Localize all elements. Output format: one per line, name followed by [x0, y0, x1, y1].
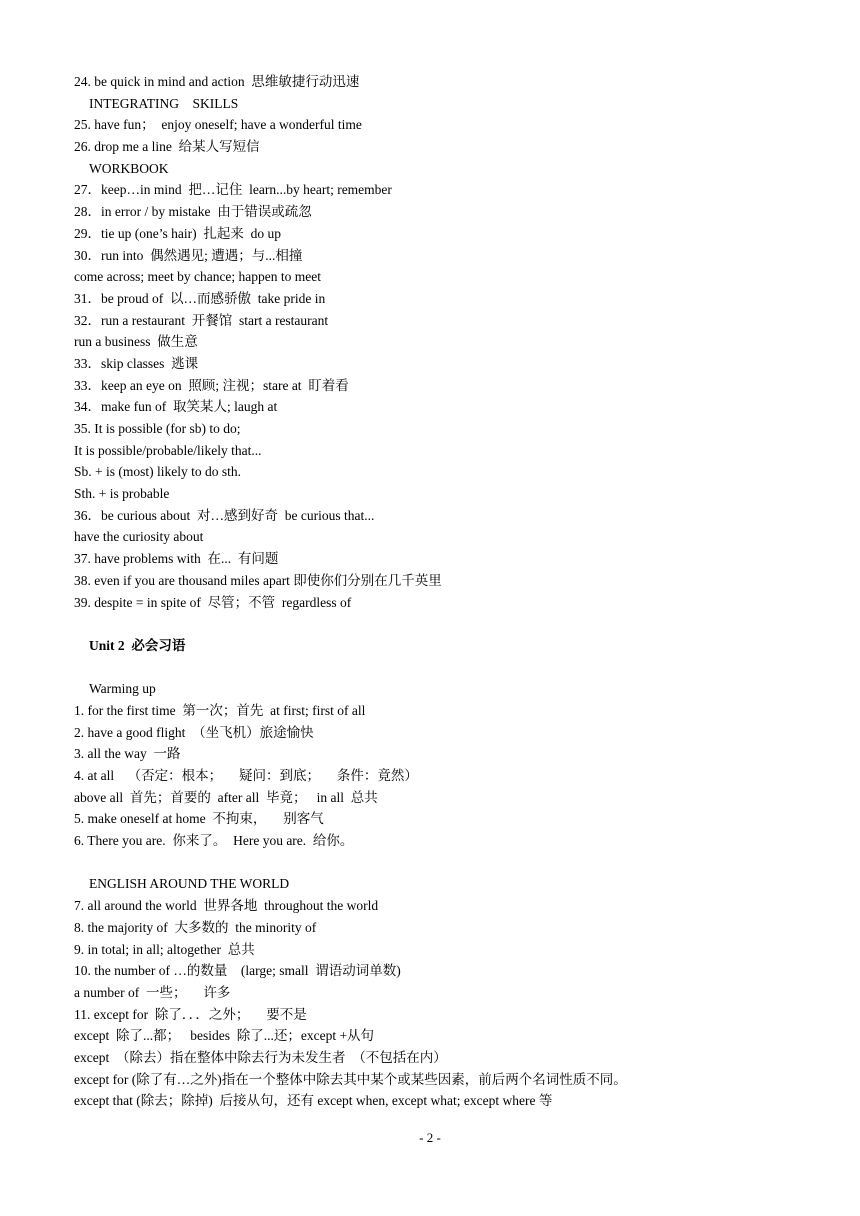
text-line: 39. despite = in spite of 尽管；不管 regardless of	[74, 594, 352, 610]
text-line: 33．keep an eye on 照顾; 注视；stare at 盯着看	[74, 377, 349, 393]
text-line: 33．skip classes 逃课	[74, 355, 199, 371]
text-line: 25. have fun； enjoy oneself; have a wonderful time	[74, 117, 362, 133]
text-line: above all 首先；首要的 after all 毕竟； in all 总共	[74, 789, 378, 805]
text-line: 28．in error / by mistake 由于错误或疏忽	[74, 204, 312, 220]
text-line: Sth. + is probable	[74, 486, 170, 502]
text-line: a number of 一些； 许多	[74, 984, 231, 1000]
text-line: 11. except for 除了．．．之外； 要不是	[74, 1006, 307, 1022]
blank-line	[74, 852, 814, 874]
text-line: 3. all the way 一路	[74, 746, 181, 762]
text-line: Warming up	[89, 681, 156, 697]
text-line: except （除去）指在整体中除去行为未发生者 （不包括在内）	[74, 1049, 447, 1065]
text-line: INTEGRATING SKILLS	[89, 95, 239, 111]
text-line: 31．be proud of 以…而感骄傲 take pride in	[74, 290, 326, 306]
text-line: except for (除了有…之外)指在一个整体中除去其中某个或某些因素，前后两个名词性质不同。	[74, 1071, 627, 1087]
section-heading: Unit 2 必会习语	[89, 637, 186, 653]
text-line: ENGLISH AROUND THE WORLD	[89, 876, 290, 892]
page-number: - 2 -	[419, 1130, 441, 1145]
text-line: have the curiosity about	[74, 529, 204, 545]
text-line: 38. even if you are thousand miles apart 即使你们分别在几千英里	[74, 572, 442, 588]
text-line: 32．run a restaurant 开餐馆 start a restaurant	[74, 312, 329, 328]
text-line: 8. the majority of 大多数的 the minority of	[74, 919, 317, 935]
text-line: 4. at all （否定：根本； 疑问：到底； 条件：竟然）	[74, 768, 418, 783]
text-line: It is possible/probable/likely that...	[74, 442, 262, 458]
blank-line	[74, 613, 814, 635]
text-line: 36．be curious about 对…感到好奇 be curious that...	[74, 507, 375, 523]
text-line: 29．tie up (one’s hair) 扎起来 do up	[74, 225, 281, 241]
text-line: 37. have problems with 在... 有问题	[74, 551, 279, 567]
text-line: 2. have a good flight （坐飞机）旅途愉快	[74, 724, 314, 740]
text-line: come across; meet by chance; happen to meet	[74, 269, 322, 285]
text-line: except 除了...都； besides 除了...还；except +从句	[74, 1028, 375, 1044]
text-line: 7. all around the world 世界各地 throughout the world	[74, 898, 379, 914]
text-line: run a business 做生意	[74, 334, 198, 350]
text-line: 1. for the first time 第一次；首先 at first; first of all	[74, 702, 366, 718]
blank-line	[74, 657, 814, 679]
text-line: 5. make oneself at home 不拘束， 别客气	[74, 811, 324, 827]
text-line: 34．make fun of 取笑某人; laugh at	[74, 399, 278, 415]
text-line: 30．run into 偶然遇见; 遭遇；与...相撞	[74, 247, 303, 263]
text-line: 35. It is possible (for sb) to do;	[74, 421, 241, 436]
text-line: 27．keep…in mind 把…记住 learn...by heart; remember	[74, 182, 392, 198]
text-line: WORKBOOK	[89, 160, 169, 176]
text-line: 10. the number of …的数量 (large; small 谓语动词单数)	[74, 963, 401, 979]
document-body	[74, 71, 814, 1112]
text-line: except that (除去；除掉) 后接从句，还有 except when, except what; except where 等	[74, 1093, 553, 1109]
text-line: Sb. + is (most) likely to do sth.	[74, 464, 241, 480]
text-line: 6. There you are. 你来了。 Here you are. 给你。	[74, 833, 354, 849]
text-line: 24. be quick in mind and action 思维敏捷行动迅速	[74, 74, 360, 89]
text-line: 9. in total; in all; altogether 总共	[74, 941, 255, 957]
text-line: 26. drop me a line 给某人写短信	[74, 139, 260, 155]
